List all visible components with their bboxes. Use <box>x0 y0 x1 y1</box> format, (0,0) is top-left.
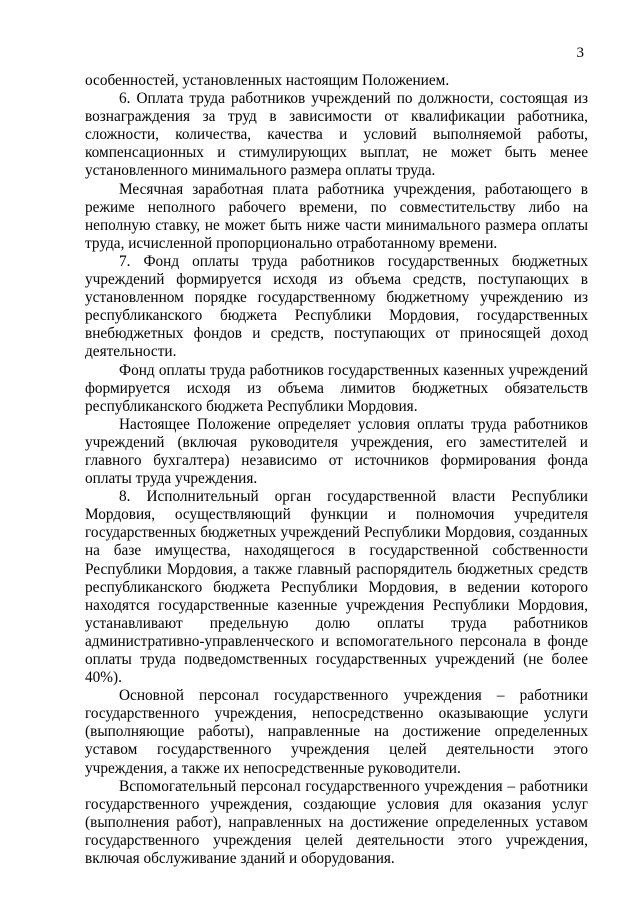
paragraph-main-staff: Основной персонал государственного учреждения – работники государственного учреждения, непосредственно оказывающие услуги (выполняющие работы), направленные на достижение определенных уставом государственного учреждения целей деятельности этого учреждения, а также их непосредственные руководители. <box>85 687 588 777</box>
paragraph-clause-6: 6. Оплата труда работников учреждений по должности, состоящая из вознаграждения за труд в зависимости от квалификации работника, сложности, количества, качества и условий выполняемой работы, компенсационных и стимулирующих выплат, не может быть менее установленного минимального размера оплаты труда. <box>85 90 588 180</box>
paragraph-continuation: особенностей, установленных настоящим Положением. <box>85 72 450 89</box>
page-number: 3 <box>576 45 584 61</box>
paragraph-monthly-salary: Месячная заработная плата работника учреждения, работающего в режиме неполного рабочего времени, по совместительству либо на неполную ставку, не может быть ниже части минимального размера оплаты труда, исчисленной пропорционально отработанному времени. <box>85 180 588 252</box>
paragraph-clause-8: 8. Исполнительный орган государственной власти Республики Мордовия, осуществляющий функции и полномочия учредителя государственных бюджетных учреждений Республики Мордовия, созданных на базе имущества, находящегося в государственной собственности Республики Мордовия, а также главный распорядитель бюджетных средств республиканского бюджета Республики Мордовия, в ведении которого находятся государственные казенные учреждения Республики Мордовия, устанавливают предельную долю оплаты труда работников административно-управленческого и вспомогательного персонала в фонде оплаты труда подведомственных государственных учреждений (не более 40%). <box>85 488 588 687</box>
document-body <box>85 72 588 868</box>
paragraph-regulation-scope: Настоящее Положение определяет условия оплаты труда работников учреждений (включая руководителя учреждения, его заместителей и главного бухгалтера) независимо от источников формирования фонда оплаты труда учреждения. <box>85 415 588 488</box>
paragraph-support-staff: Вспомогательный персонал государственного учреждения – работники государственного учреждения, создающие условия для оказания услуг (выполнения работ), направленных на достижение определенных уставом государственного учреждения целей деятельности этого учреждения, включая обслуживание зданий и оборудования. <box>85 777 588 868</box>
paragraph-clause-7: 7. Фонд оплаты труда работников государственных бюджетных учреждений формируется исходя из объема средств, поступающих в установленном порядке государственному бюджетному учреждению из республиканского бюджета Республики Мордовия, государственных внебюджетных фондов и средств, поступающих от приносящей доход деятельности. <box>85 252 588 361</box>
paragraph-treasury-fund: Фонд оплаты труда работников государственных казенных учреждений формируется исходя из объема лимитов бюджетных обязательств республиканского бюджета Республики Мордовия. <box>85 361 588 415</box>
